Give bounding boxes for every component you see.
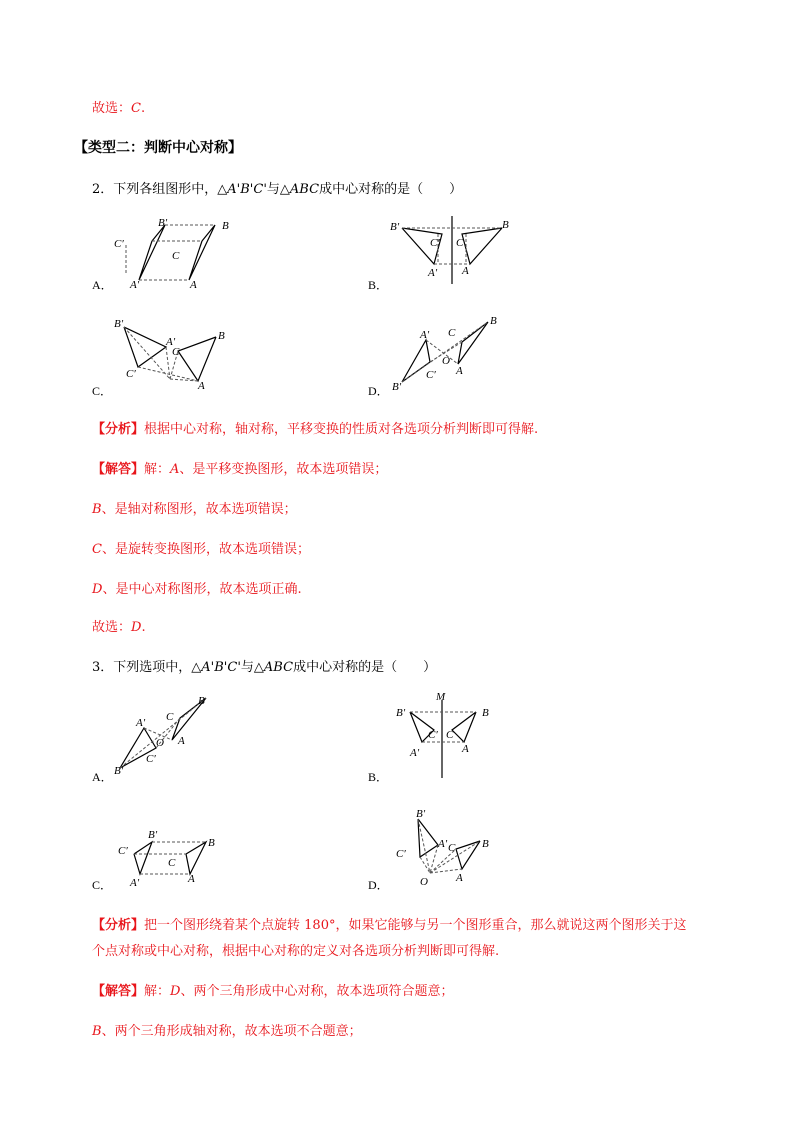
q2-option-a[interactable]: A．	[92, 278, 113, 292]
q2-figure-c	[110, 315, 240, 390]
solution-letter: A	[170, 462, 180, 477]
label-a-prime: A′	[136, 717, 146, 729]
label-a: A	[462, 743, 469, 755]
label-b-prime: B′	[390, 221, 400, 233]
q2-solution-line-4	[92, 578, 302, 597]
label-a: A	[190, 279, 197, 290]
q2-option-c[interactable]: C．	[92, 384, 113, 398]
label-b: B	[502, 219, 509, 231]
stem-text: 成中心对称的是（ ）	[319, 182, 463, 197]
label-a: A	[198, 380, 205, 390]
label-a-prime: A′	[410, 747, 420, 759]
label-a-prime: A′	[166, 336, 176, 348]
label-a-prime: A′	[438, 838, 448, 850]
section-title: 【类型二：判断中心对称】	[74, 140, 242, 156]
stem-text: 与	[240, 660, 254, 675]
answer-prefix: 故选：	[92, 101, 132, 116]
q3-stem	[92, 656, 436, 675]
q3-figure-d	[390, 805, 510, 895]
label-c-prime: C′	[430, 237, 440, 249]
q3-option-a[interactable]: A．	[92, 770, 113, 784]
solution-letter: B	[92, 1024, 102, 1039]
solution-text: 、是轴对称图形，故本选项错误；	[101, 502, 297, 517]
label-b: B	[218, 330, 225, 342]
q3-figure-b	[390, 690, 510, 780]
label-b-prime: B′	[392, 381, 402, 392]
q3-option-c[interactable]: C．	[92, 878, 113, 892]
q3-figure-c	[110, 822, 230, 892]
label-a: A	[188, 873, 195, 885]
label-c: C	[446, 729, 454, 741]
label-a: A	[462, 265, 469, 277]
solution-text: 、是旋转变换图形，故本选项错误；	[101, 542, 310, 557]
label-c: C	[166, 711, 174, 723]
label-b: B	[482, 838, 489, 850]
stem-text: 下列选项中，	[113, 660, 192, 675]
answer-prefix: 故选：	[92, 620, 132, 635]
q1-answer	[92, 97, 145, 116]
triangle-symbol: △A'B'C'	[217, 182, 267, 197]
q2-solution-line-1	[92, 458, 387, 477]
q2-figure-a	[110, 215, 240, 290]
label-a-prime: A′	[130, 877, 140, 889]
solution-letter: C	[92, 542, 102, 557]
label-b-prime: B′	[396, 707, 406, 719]
question-number: 3．	[92, 660, 114, 675]
q2-solution-line-3	[92, 538, 310, 557]
label-c-prime: C′	[146, 753, 156, 765]
label-c-prime: C′	[396, 848, 406, 860]
solution-text: 、两个三角形成轴对称，故本选项不合题意；	[101, 1024, 362, 1039]
solution-tag: 【解答】	[92, 462, 145, 477]
label-o: O	[442, 355, 450, 367]
label-b-prime: B′	[114, 765, 124, 775]
q2-stem	[92, 178, 462, 197]
q2-option-d[interactable]: D．	[368, 384, 389, 398]
q3-option-d[interactable]: D．	[368, 878, 389, 892]
label-a: A	[178, 735, 185, 747]
label-c: C	[448, 842, 456, 854]
label-c: C	[448, 327, 456, 339]
q3-analysis-line-1	[92, 914, 686, 933]
label-b-prime: B′	[114, 318, 124, 330]
label-c-prime: C′	[118, 845, 128, 857]
label-b-prime: B′	[158, 217, 168, 229]
answer-choice: D	[131, 620, 142, 635]
q3-solution-line-2	[92, 1020, 362, 1039]
label-c-prime: C′	[126, 368, 136, 380]
triangle-symbol: △ABC	[253, 660, 294, 675]
q2-answer	[92, 616, 146, 635]
solution-letter: D	[92, 582, 103, 597]
triangle-symbol: △A'B'C'	[191, 660, 241, 675]
solution-letter: B	[92, 502, 102, 517]
solution-text: 、两个三角形成中心对称，故本选项符合题意；	[180, 984, 454, 999]
label-o: O	[156, 737, 164, 749]
label-m: M	[436, 691, 446, 703]
label-b: B	[208, 837, 215, 849]
label-c-prime: C′	[428, 729, 438, 741]
label-a: A	[456, 365, 463, 377]
analysis-tag: 【分析】	[92, 918, 145, 933]
label-a-prime: A′	[428, 267, 438, 279]
label-b-prime: B′	[416, 808, 426, 820]
label-b: B	[198, 695, 205, 707]
q2-solution-line-2	[92, 498, 297, 517]
q3-analysis-line-2: 个点对称或中心对称，根据中心对称的定义对各选项分析判断即可得解.	[92, 944, 500, 959]
q2-figure-b	[388, 212, 518, 287]
label-b: B	[490, 315, 497, 327]
stem-text: 与	[266, 182, 280, 197]
solution-prefix: 解：	[144, 984, 171, 999]
label-c: C	[456, 237, 464, 249]
solution-letter: D	[170, 984, 181, 999]
label-c-prime: C′	[114, 238, 124, 250]
q2-analysis	[92, 418, 538, 437]
q3-option-b[interactable]: B．	[368, 770, 389, 784]
label-a-prime: A′	[130, 279, 140, 290]
q3-figure-a	[110, 690, 225, 775]
label-c-prime: C′	[426, 369, 436, 381]
question-number: 2．	[92, 182, 114, 197]
label-c: C	[172, 346, 180, 358]
q3-solution-line-1	[92, 980, 453, 999]
analysis-tag: 【分析】	[92, 422, 145, 437]
solution-text: 、是中心对称图形，故本选项正确.	[102, 582, 302, 597]
q2-figure-d	[390, 312, 510, 392]
answer-end: .	[140, 101, 146, 116]
label-b: B	[222, 220, 229, 232]
solution-prefix: 解：	[144, 462, 171, 477]
answer-choice: C	[131, 101, 141, 116]
triangle-symbol: △ABC	[279, 182, 320, 197]
label-c: C	[168, 857, 176, 869]
analysis-text: 根据中心对称，轴对称，平移变换的性质对各选项分析判断即可得解.	[144, 422, 539, 437]
label-c: C	[172, 250, 180, 262]
stem-text: 成中心对称的是（ ）	[293, 660, 437, 675]
label-b: B	[482, 707, 489, 719]
analysis-text: 把一个图形绕着某个点旋转 180°，如果它能够与另一个图形重合，那么就说这两个图形关于这	[144, 918, 687, 933]
answer-end: .	[141, 620, 146, 635]
solution-text: 、是平移变换图形，故本选项错误；	[179, 462, 388, 477]
label-a: A	[456, 872, 463, 884]
label-b-prime: B′	[148, 829, 158, 841]
stem-text: 下列各组图形中，	[113, 182, 218, 197]
solution-tag: 【解答】	[92, 984, 145, 999]
label-o: O	[420, 876, 428, 888]
label-a-prime: A′	[420, 329, 430, 341]
q2-option-b[interactable]: B．	[368, 278, 389, 292]
